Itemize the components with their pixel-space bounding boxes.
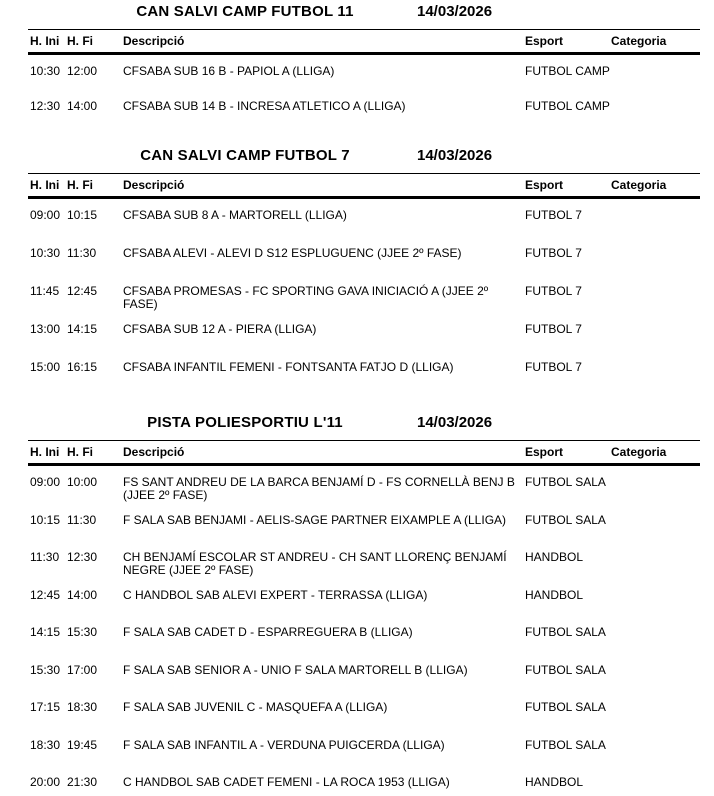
schedule-date: 14/03/2026 [417,3,493,20]
sport-cell: FUTBOL CAMP [525,99,610,113]
end-time-cell: 14:00 [67,587,98,602]
start-time-cell: 14:15 [30,625,61,639]
facility-title: PISTA POLIESPORTIU L'11 [147,414,343,431]
match-description-cell: CFSABA ALEVI - ALEVI D S12 ESPLUGUENC (JJEE 2º FASE) [123,246,462,260]
table-row [28,541,700,579]
facility-title: CAN SALVI CAMP FUTBOL 11 [136,3,354,20]
match-description-cell: C HANDBOL SAB CADET FEMENI - LA ROCA 1953 (LLIGA) [123,775,450,789]
sport-cell: FUTBOL SALA [525,700,606,714]
table-row [28,351,700,389]
facility-title: CAN SALVI CAMP FUTBOL 7 [140,147,350,164]
end-time-cell: 12:45 [67,284,98,298]
table-row [28,313,700,351]
end-time-cell: 16:15 [67,360,98,374]
end-time-cell: 10:15 [67,208,98,222]
match-description-cell: CFSABA SUB 16 B - PAPIOL A (LLIGA) [123,64,335,78]
start-time-cell: 10:15 [30,512,61,527]
start-time-cell: 09:00 [30,208,61,222]
match-description-cell: F SALA SAB CADET D - ESPARREGUERA B (LLIGA) [123,625,413,639]
column-header-h-ini: H. Ini [30,34,60,48]
match-description-cell: CFSABA SUB 12 A - PIERA (LLIGA) [123,322,317,336]
column-header-h-fi: H. Fi [67,34,93,48]
start-time-cell: 10:30 [30,64,61,78]
sport-cell: FUTBOL 7 [525,360,582,374]
sport-cell: HANDBOL [525,550,584,564]
sport-cell: HANDBOL [525,587,584,602]
end-time-cell: 19:45 [67,737,98,752]
start-time-cell: 18:30 [30,737,61,752]
sport-cell: HANDBOL [525,775,584,789]
section-header [28,414,700,440]
end-time-cell: 17:00 [67,662,98,677]
match-description-cell: CFSABA SUB 14 B - INCRESA ATLETICO A (LLIGA) [123,99,406,113]
schedule-section [28,414,700,796]
column-header-categoria: Categoria [611,445,667,459]
column-header-h-ini: H. Ini [30,445,60,459]
sport-cell: FUTBOL 7 [525,208,582,222]
table-row [28,466,700,504]
start-time-cell: 10:30 [30,246,61,260]
column-header-h-fi: H. Fi [67,178,93,192]
match-description-cell: FS SANT ANDREU DE LA BARCA BENJAMÍ D - FS CORNELLÀ BENJ B (JJEE 2º FASE) [123,475,515,502]
column-header-descripcio: Descripció [123,178,185,192]
end-time-cell: 12:30 [67,550,98,564]
schedule-date: 14/03/2026 [417,414,493,431]
column-header-esport: Esport [525,178,564,192]
table-row [28,691,700,729]
end-time-cell: 21:30 [67,775,98,789]
table-row [28,766,700,796]
column-header-descripcio: Descripció [123,34,185,48]
start-time-cell: 11:30 [30,550,60,564]
table-row [28,90,700,125]
start-time-cell: 09:00 [30,475,61,489]
end-time-cell: 11:30 [67,512,97,527]
start-time-cell: 15:30 [30,662,61,677]
rows-container [28,55,700,125]
rows-container [28,199,700,389]
section-header [28,147,700,173]
end-time-cell: 10:00 [67,475,98,489]
start-time-cell: 20:00 [30,775,61,789]
table-row [28,654,700,692]
end-time-cell: 14:00 [67,99,98,113]
sport-cell: FUTBOL 7 [525,246,582,260]
sport-cell: FUTBOL CAMP [525,64,610,78]
table-header-row [28,173,700,199]
schedule-date: 14/03/2026 [417,147,493,164]
rows-container [28,466,700,796]
schedule-section [28,3,700,125]
end-time-cell: 14:15 [67,322,98,336]
match-description-cell: CFSABA PROMESAS - FC SPORTING GAVA INICIACIÓ A (JJEE 2º FASE) [123,284,489,311]
match-description-cell: F SALA SAB INFANTIL A - VERDUNA PUIGCERDA (LLIGA) [123,737,445,752]
sport-cell: FUTBOL 7 [525,322,582,336]
match-description-cell: CFSABA SUB 8 A - MARTORELL (LLIGA) [123,208,347,222]
column-header-h-ini: H. Ini [30,178,60,192]
section-header [28,3,700,29]
column-header-esport: Esport [525,445,564,459]
column-header-descripcio: Descripció [123,445,185,459]
match-description-cell: CH BENJAMÍ ESCOLAR ST ANDREU - CH SANT LLORENÇ BENJAMÍ NEGRE (JJEE 2º FASE) [123,550,507,577]
start-time-cell: 17:15 [30,700,61,714]
table-header-row [28,29,700,55]
table-header-row [28,440,700,466]
table-row [28,729,700,767]
start-time-cell: 13:00 [30,322,61,336]
column-header-categoria: Categoria [611,34,667,48]
end-time-cell: 18:30 [67,700,98,714]
sport-cell: FUTBOL SALA [525,737,606,752]
sport-cell: FUTBOL SALA [525,662,606,677]
table-row [28,275,700,313]
end-time-cell: 15:30 [67,625,98,639]
sport-cell: FUTBOL 7 [525,284,582,298]
table-row [28,55,700,90]
sport-cell: FUTBOL SALA [525,475,606,489]
start-time-cell: 12:30 [30,99,61,113]
start-time-cell: 11:45 [30,284,60,298]
sport-cell: FUTBOL SALA [525,625,606,639]
schedule-section [28,147,700,389]
table-row [28,199,700,237]
match-description-cell: F SALA SAB BENJAMI - AELIS-SAGE PARTNER EIXAMPLE A (LLIGA) [123,512,507,527]
start-time-cell: 12:45 [30,587,61,602]
table-row [28,616,700,654]
match-description-cell: CFSABA INFANTIL FEMENI - FONTSANTA FATJO D (LLIGA) [123,360,454,374]
match-description-cell: C HANDBOL SAB ALEVI EXPERT - TERRASSA (LLIGA) [123,587,428,602]
table-row [28,504,700,542]
column-header-h-fi: H. Fi [67,445,93,459]
match-description-cell: F SALA SAB SENIOR A - UNIO F SALA MARTORELL B (LLIGA) [123,662,468,677]
end-time-cell: 11:30 [67,246,97,260]
sport-cell: FUTBOL SALA [525,512,606,527]
table-row [28,237,700,275]
start-time-cell: 15:00 [30,360,61,374]
end-time-cell: 12:00 [67,64,98,78]
column-header-esport: Esport [525,34,564,48]
match-description-cell: F SALA SAB JUVENIL C - MASQUEFA A (LLIGA) [123,700,388,714]
column-header-categoria: Categoria [611,178,667,192]
table-row [28,579,700,617]
